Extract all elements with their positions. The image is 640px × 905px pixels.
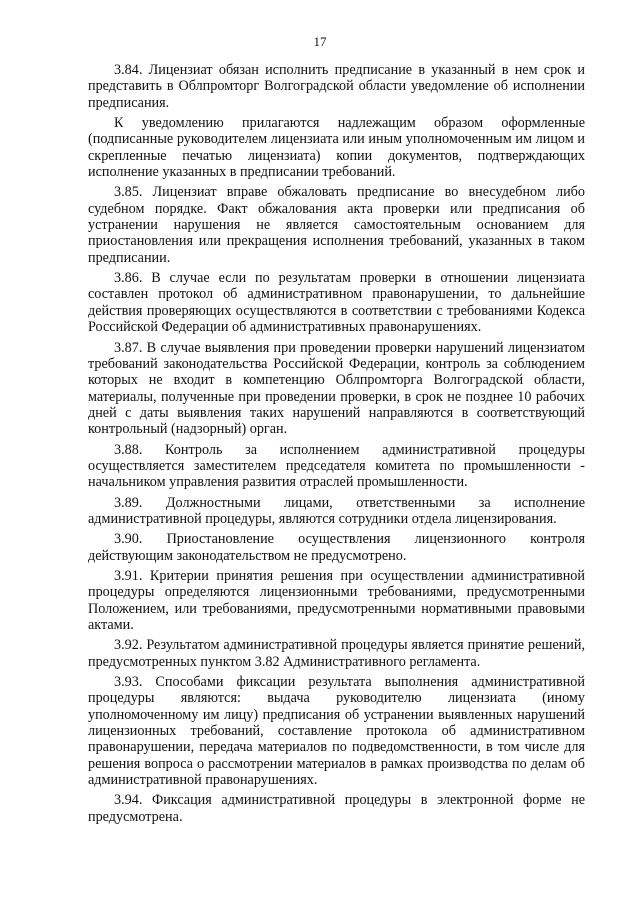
paragraph-3-94: 3.94. Фиксация административной процедуры в электронной форме не предусмотрена. (88, 792, 585, 825)
paragraph-3-84: 3.84. Лицензиат обязан исполнить предписание в указанный в нем срок и представить в Облпромторг Волгоградской области уведомление об исполнении предписания. (88, 62, 585, 111)
paragraph-3-85: 3.85. Лицензиат вправе обжаловать предписание во внесудебном либо судебном порядке. Факт обжалования акта проверки или предписания об устранении нарушения не является самостоятельным основанием для приостановления или прекращения исполнения требований, указанных в таком предписании. (88, 184, 585, 266)
document-body (88, 62, 585, 829)
paragraph-3-90: 3.90. Приостановление осуществления лицензионного контроля действующим законодательством не предусмотрено. (88, 531, 585, 564)
paragraph-3-86: 3.86. В случае если по результатам проверки в отношении лицензиата составлен протокол об административном правонарушении, то дальнейшие действия проверяющих осуществляются в соответствии с требованиями Кодекса Российской Федерации об административных правонарушениях. (88, 270, 585, 336)
paragraph-3-89: 3.89. Должностными лицами, ответственными за исполнение административной процедуры, являются сотрудники отдела лицензирования. (88, 494, 585, 527)
paragraph-3-91: 3.91. Критерии принятия решения при осуществлении административной процедуры определяются лицензионными требованиями, предусмотренными Положением, или требованиями, предусмотренными нормативными правовыми актами. (88, 567, 585, 633)
paragraph-3-92: 3.92. Результатом административной процедуры является принятие решений, предусмотренных пунктом 3.82 Административного регламента. (88, 637, 585, 670)
page-number: 17 (313, 34, 327, 49)
paragraph-3-87: 3.87. В случае выявления при проведении проверки нарушений лицензиатом требований законодательства Российской Федерации, контроль за соблюдением которых не входит в компетенцию Облпромторга Волгоградской области, материалы, полученные при проведении проверки, в срок не позднее 10 рабочих дней с даты выявления таких нарушений направляются в соответствующий контрольный (надзорный) орган. (88, 339, 585, 438)
paragraph-3-93: 3.93. Способами фиксации результата выполнения административной процедуры являются: выдача руководителю лицензиата (иному уполномоченному им лицу) предписания об устранении выявленных нарушений лицензионных требований, составление протокола об административном правонарушении, передача материалов по подведомственности, в том числе для решения вопроса о рассмотрении материалов в рамках производства по делам об административной правонарушениях. (88, 674, 585, 789)
paragraph-3-88: 3.88. Контроль за исполнением административной процедуры осуществляется заместителем председателя комитета по промышленности - начальником управления развития отраслей промышленности. (88, 441, 585, 491)
paragraph-3-84-attachment: К уведомлению прилагаются надлежащим образом оформленные (подписанные руководителем лицензиата или иным уполномоченным им лицом и скрепленные печатью лицензиата) копии документов, подтверждающих исполнение указанных в предписании требований. (88, 115, 585, 181)
